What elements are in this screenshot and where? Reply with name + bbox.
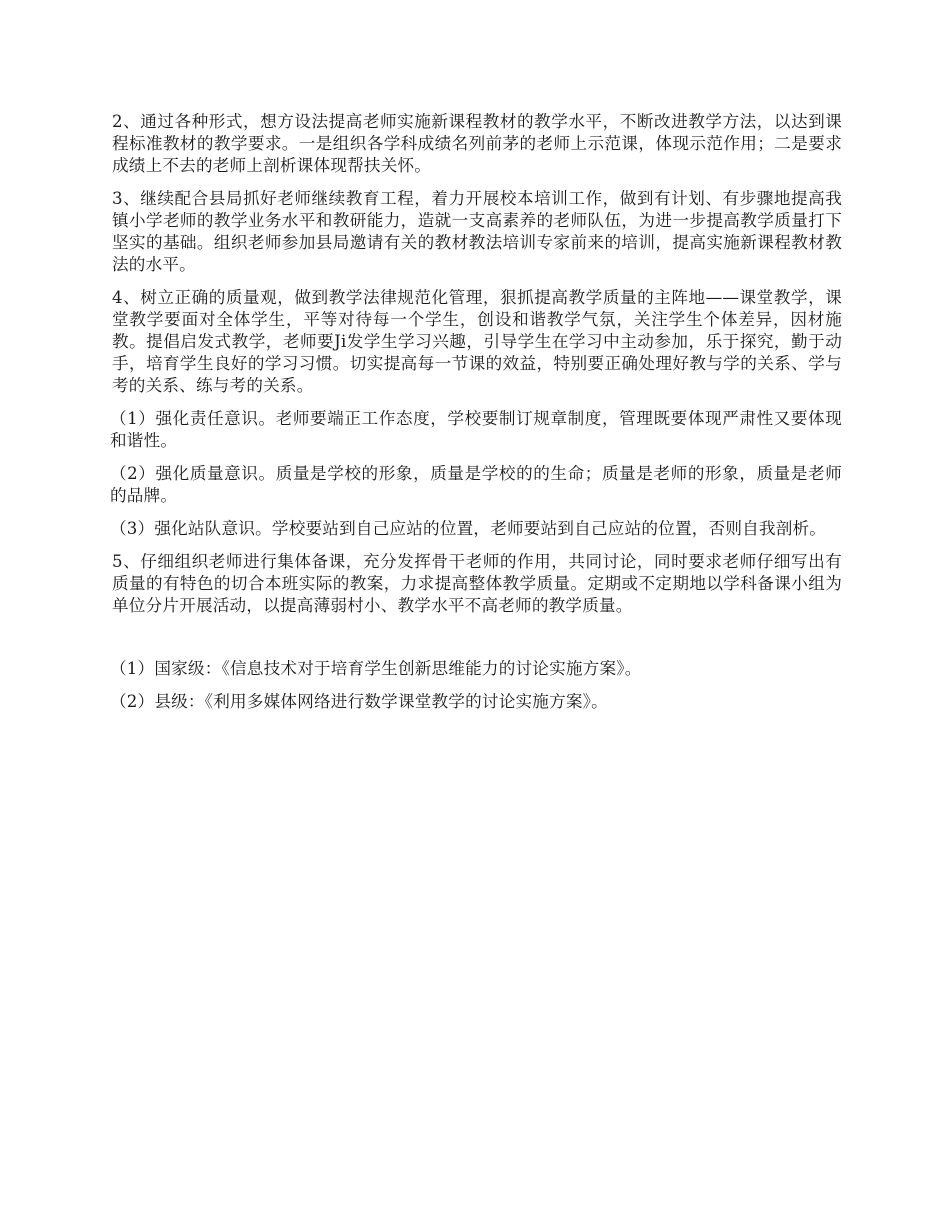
sub-item-standing: （3）强化站队意识。学校要站到自己应站的位置，老师要站到自己应站的位置，否则自我剖析。	[110, 519, 827, 538]
sub-item-quality: （2）强化质量意识。质量是学校的形象，质量是学校的的生命；质量是老师的形象，质量是老师的品牌。	[110, 464, 842, 505]
section-gap	[112, 628, 842, 658]
project-county: （2）县级：《利用多媒体网络进行数学课堂教学的讨论实施方案》。	[110, 692, 608, 711]
document-page	[112, 111, 842, 724]
paragraph-5: 5、仔细组织老师进行集体备课，充分发挥骨干老师的作用，共同讨论，同时要求老师仔细写出有质量的有特色的切合本班实际的教案，力求提高整体教学质量。定期或不定期地以学科备课小组为单位分片开展活动，以提高薄弱村小、教学水平不高老师的教学质量。	[112, 552, 842, 615]
project-national: （1）国家级：《信息技术对于培育学生创新思维能力的讨论实施方案》。	[110, 659, 642, 678]
sub-item-responsibility: （1）强化责任意识。老师要端正工作态度，学校要制订规章制度，管理既要体现严肃性又要体现和谐性。	[110, 409, 842, 450]
paragraph-4: 4、树立正确的质量观，做到教学法律规范化管理，狠抓提高教学质量的主阵地——课堂教学，课堂教学要面对全体学生，平等对待每一个学生，创设和谐教学气氛，关注学生个体差异，因材施教。提倡启发式教学，老师要Ji发学生学习兴趣，引导学生在学习中主动参加，乐于探究，勤于动手，培育学生良好的学习习惯。切实提高每一节课的效益，特别要正确处理好教与学的关系、学与考的关系、练与考的关系。	[112, 288, 842, 395]
paragraph-3: 3、继续配合县局抓好老师继续教育工程，着力开展校本培训工作，做到有计划、有步骤地提高我镇小学老师的教学业务水平和教研能力，造就一支高素养的老师队伍，为进一步提高教学质量打下坚实的基础。组织老师参加县局邀请有关的教材教法培训专家前来的培训，提高实施新课程教材教法的水平。	[112, 189, 842, 274]
paragraph-2: 2、通过各种形式，想方设法提高老师实施新课程教材的教学水平，不断改进教学方法，以达到课程标准教材的教学要求。一是组织各学科成绩名列前茅的老师上示范课，体现示范作用；二是要求成绩上不去的老师上剖析课体现帮扶关怀。	[112, 112, 842, 175]
